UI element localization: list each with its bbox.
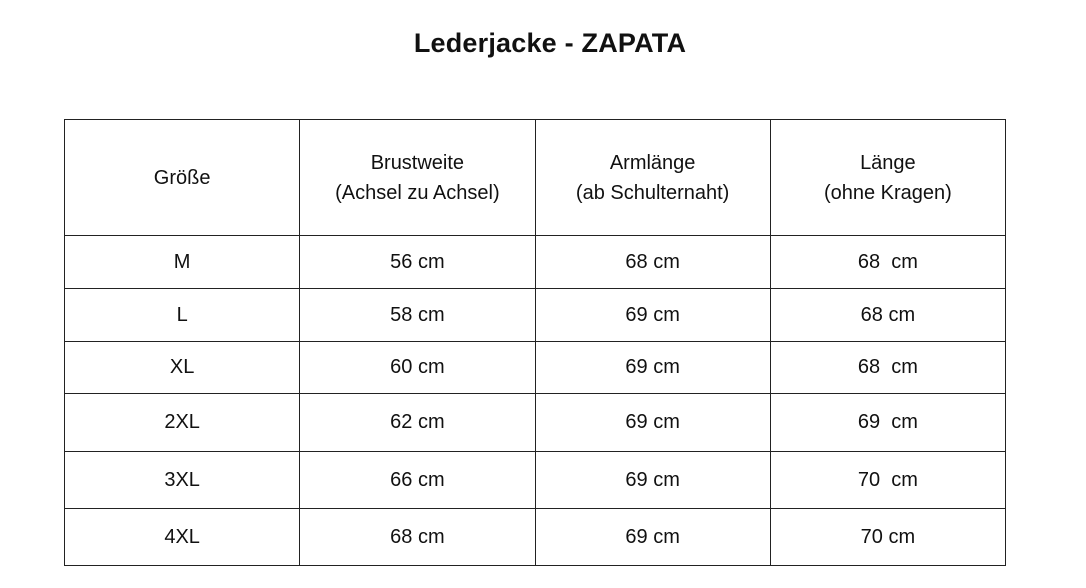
header-chest-label: Brustweite (370, 151, 465, 174)
cell-chest: 68 cm (300, 509, 535, 566)
header-length-label: Länge (860, 151, 916, 174)
table-header-row (65, 120, 1006, 236)
cell-arm: 69 cm (535, 342, 770, 394)
table-row (65, 394, 1006, 452)
header-size-label: Größe (153, 166, 211, 189)
table-row (65, 236, 1006, 289)
cell-chest: 56 cm (300, 236, 535, 289)
cell-size: 2XL (65, 394, 300, 452)
cell-chest: 60 cm (300, 342, 535, 394)
cell-arm: 69 cm (535, 394, 770, 452)
cell-size: 4XL (65, 509, 300, 566)
page-title: Lederjacke - ZAPATA (413, 28, 687, 58)
cell-arm: 69 cm (535, 452, 770, 509)
cell-length: 68 cm (770, 289, 1005, 342)
cell-length: 68 cm (770, 342, 1005, 394)
header-chest-sublabel: (Achsel zu Achsel) (335, 181, 500, 204)
cell-length: 70 cm (770, 452, 1005, 509)
table-row (65, 509, 1006, 566)
cell-size: 3XL (65, 452, 300, 509)
header-length (770, 120, 1005, 236)
cell-size: L (65, 289, 300, 342)
header-arm (535, 120, 770, 236)
header-length-sublabel: (ohne Kragen) (823, 181, 952, 204)
size-chart-table (64, 119, 1006, 566)
cell-size: M (65, 236, 300, 289)
table-row (65, 289, 1006, 342)
cell-chest: 66 cm (300, 452, 535, 509)
cell-size: XL (65, 342, 300, 394)
header-chest (300, 120, 535, 236)
cell-length: 69 cm (770, 394, 1005, 452)
cell-length: 68 cm (770, 236, 1005, 289)
header-size (65, 120, 300, 236)
table-row (65, 342, 1006, 394)
cell-length: 70 cm (770, 509, 1005, 566)
table-row (65, 452, 1006, 509)
cell-arm: 69 cm (535, 289, 770, 342)
cell-arm: 68 cm (535, 236, 770, 289)
cell-chest: 62 cm (300, 394, 535, 452)
cell-chest: 58 cm (300, 289, 535, 342)
header-arm-sublabel: (ab Schulternaht) (575, 181, 730, 204)
cell-arm: 69 cm (535, 509, 770, 566)
header-arm-label: Armlänge (609, 151, 696, 174)
